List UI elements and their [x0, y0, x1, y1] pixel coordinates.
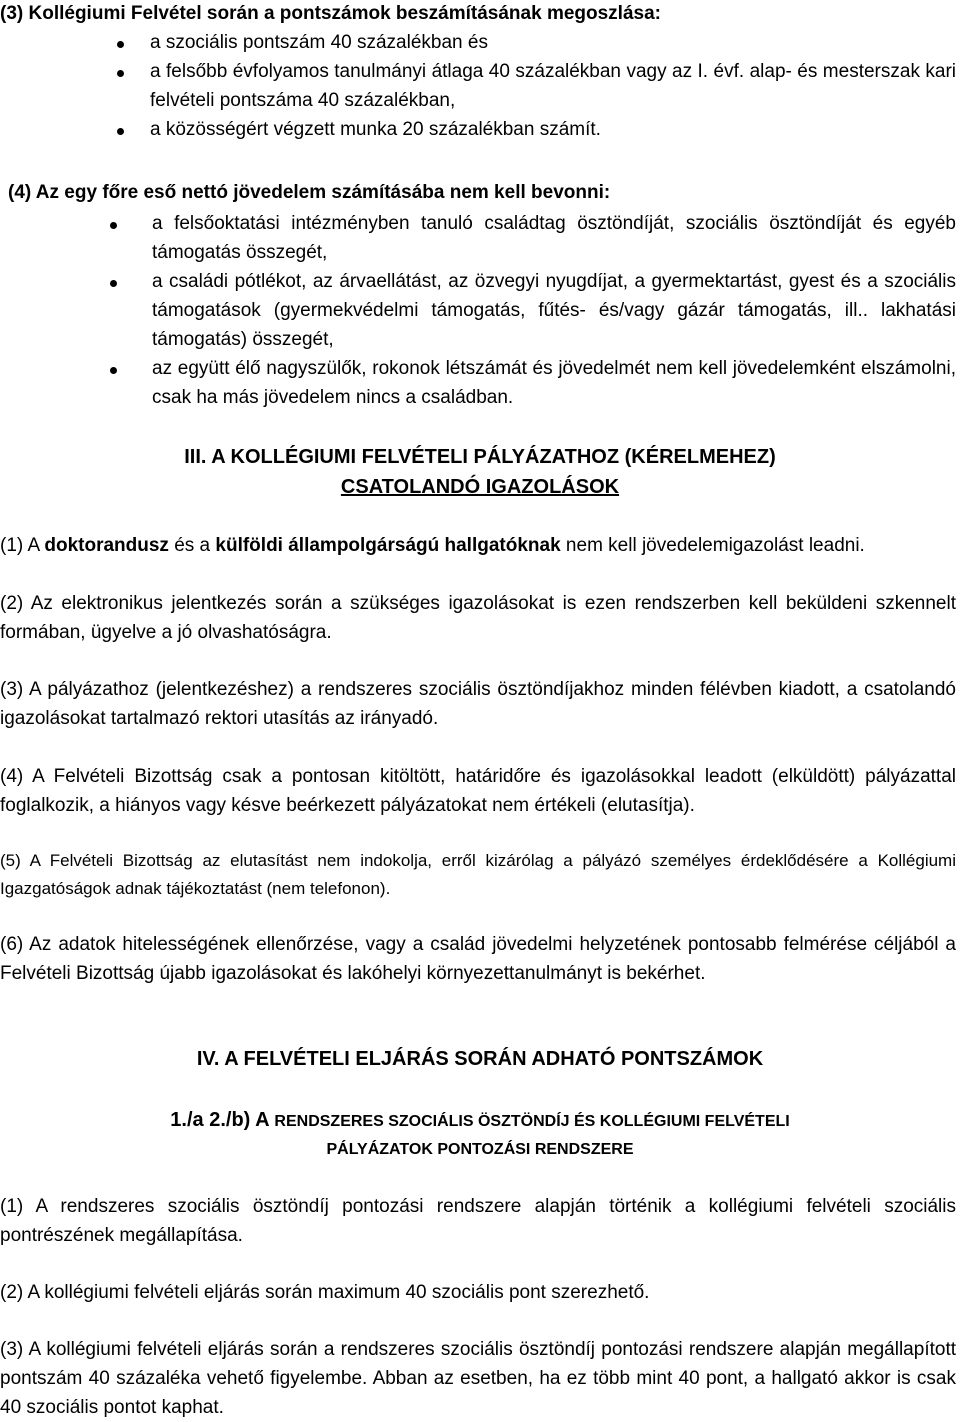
bullet-icon: [110, 280, 117, 287]
part-iv-subtitle-line1: [0, 1106, 960, 1136]
list-item: [0, 209, 956, 267]
part-iii-title-line1: III. A KOLLÉGIUMI FELVÉTELI PÁLYÁZATHOZ (KÉRELMEHEZ): [184, 446, 776, 468]
part-iv-paragraph-1: (1) A rendszeres szociális ösztöndíj pontozási rendszere alapján történik a kollégiumi felvételi szociális pontrészének megállapítása.: [0, 1196, 956, 1246]
part-iv-title: IV. A FELVÉTELI ELJÁRÁS SORÁN ADHATÓ PONTSZÁMOK: [196, 1048, 764, 1070]
text-run: és a: [168, 535, 216, 556]
section-3-heading: (3) Kollégiumi Felvétel során a pontszámok beszámításának megoszlása:: [0, 3, 661, 24]
bullet-icon: [117, 128, 124, 135]
list-item: [0, 57, 956, 115]
part-iii-title-line2: [0, 473, 960, 502]
bold-term: doktorandusz: [44, 535, 169, 556]
part-iv-subtitle-line2: PÁLYÁZATOK PONTOZÁSI RENDSZERE: [326, 1141, 634, 1158]
list-item: [0, 354, 956, 412]
list-item-text: az együtt élő nagyszülők, rokonok létszámát és jövedelmét nem kell jövedelemként elszámolni, csak ha más jövedelem nincs a családban.: [152, 358, 956, 408]
section-4-list: [0, 209, 956, 412]
part-iii-paragraph-6: (6) Az adatok hitelességének ellenőrzése, vagy a család jövedelmi helyzetének pontosabb felmérése céljából a Felvételi Bizottság újabb igazolásokat és lakóhelyi környezettanulmányt is bekérhet.: [0, 934, 956, 984]
part-iv-paragraph-2: (2) A kollégiumi felvételi eljárás során maximum 40 szociális pont szerezhető.: [0, 1282, 650, 1303]
bold-term: külföldi állampolgárságú hallgatóknak: [215, 535, 561, 556]
text-run: (1) A: [0, 535, 45, 556]
bullet-icon: [117, 41, 124, 48]
part-iii-paragraph-5: (5) A Felvételi Bizottság az elutasítást nem indokolja, erről kizárólag a pályázó személyes érdeklődésére a Kollégiumi Igazgatóságok adnak tájékoztatást (nem telefonon).: [0, 851, 956, 898]
list-item: [0, 267, 956, 354]
bullet-icon: [110, 367, 117, 374]
section-4-heading: (4) Az egy főre eső nettó jövedelem számításába nem kell bevonni:: [8, 182, 611, 203]
part-iii-paragraph-2: (2) Az elektronikus jelentkezés során a szükséges igazolásokat is ezen rendszerben kell beküldeni szkennelt formában, ügyelve a jó olvashatóságra.: [0, 593, 956, 643]
part-iii-title-line2-text: CSATOLANDÓ IGAZOLÁSOK: [340, 476, 620, 498]
part-iv-paragraph-3: (3) A kollégiumi felvételi eljárás során a rendszeres szociális ösztöndíj pontozási rendszere alapján megállapított pontszám 40 százaléka vehető figyelembe. Abban az esetben, ha ez több mint 40 pont, a hallgató akkor is csak 40 szociális pontot kaphat.: [0, 1339, 956, 1418]
subtitle-prefix: 1./a 2./b) A: [170, 1109, 275, 1131]
list-item-text: a közösségért végzett munka 20 százalékban számít.: [150, 119, 601, 140]
list-item-text: a szociális pontszám 40 százalékban és: [150, 32, 488, 53]
list-item: [0, 28, 956, 57]
section-3-list: [0, 28, 956, 144]
part-iii-paragraph-1: [0, 531, 956, 560]
part-iii-paragraph-3: (3) A pályázathoz (jelentkezéshez) a rendszeres szociális ösztöndíjakhoz minden félévben kiadott, a csatolandó igazolásokat tartalmazó rektori utasítás az irányadó.: [0, 679, 956, 729]
part-iii-paragraph-4: (4) A Felvételi Bizottság csak a pontosan kitöltött, határidőre és igazolásokkal leadott (elküldött) pályázattal foglalkozik, a hiányos vagy késve beérkezett pályázatokat nem értékeli (elutasítja).: [0, 766, 956, 816]
bullet-icon: [110, 222, 117, 229]
bullet-icon: [117, 70, 124, 77]
list-item-text: a felsőbb évfolyamos tanulmányi átlaga 40 százalékban vagy az I. évf. alap- és mesterszak kari felvételi pontszáma 40 százalékban,: [150, 61, 956, 111]
list-item-text: a felsőoktatási intézményben tanuló családtag ösztöndíját, szociális ösztöndíját és egyéb támogatás összegét,: [152, 213, 956, 263]
list-item-text: a családi pótlékot, az árvaellátást, az özvegyi nyugdíjat, a gyermektartást, gyest és a szociális támogatások (gyermekvédelmi támogatás, fűtés- és/vagy gázár támogatás, ill.. lakhatási támogatás) összegét,: [152, 271, 956, 350]
list-item: [0, 115, 956, 144]
subtitle-caps: RENDSZERES SZOCIÁLIS ÖSZTÖNDÍJ ÉS KOLLÉGIUMI FELVÉTELI: [274, 1113, 790, 1130]
text-run: nem kell jövedelemigazolást leadni.: [560, 535, 865, 556]
